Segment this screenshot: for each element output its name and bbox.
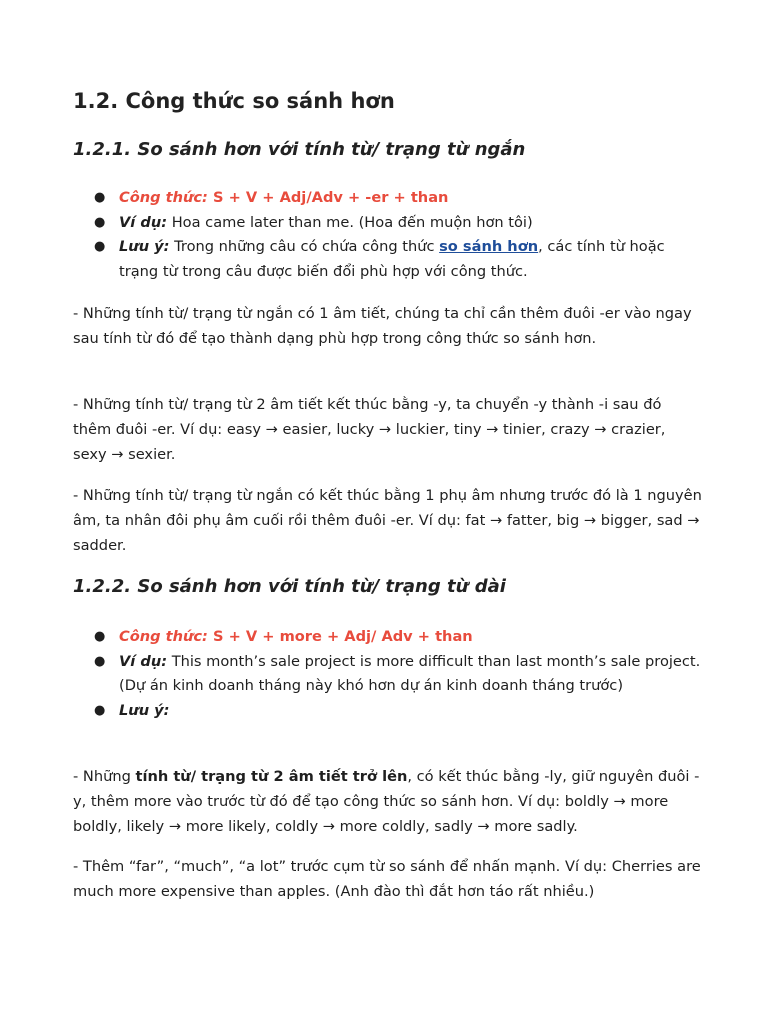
bullet-icon: ● (94, 629, 106, 644)
formula-text: Công thức: S + V + more + Adj/ Adv + than (119, 628, 473, 645)
bullet-icon: ● (94, 702, 106, 718)
list-item (73, 625, 703, 650)
subsection-title-long: 1.2.2. So sánh hơn với tính từ/ trạng từ dài (73, 576, 506, 597)
bold-phrase: tính từ/ trạng từ 2 âm tiết trở lên (135, 768, 408, 785)
note-text-cont: , các tính từ hoặc trạng từ trong câu được biến đổi phù hợp với công thức. (119, 238, 665, 280)
so-sanh-hon-link[interactable]: so sánh hơn (439, 238, 539, 256)
example-label: Ví dụ: (119, 213, 168, 231)
bullet-icon: ● (94, 190, 106, 205)
bullet-icon: ● (94, 239, 106, 255)
note-label: Lưu ý: (119, 701, 170, 719)
subsection-title-short: 1.2.1. So sánh hơn với tính từ/ trạng từ ngắn (73, 139, 526, 160)
example-text: Hoa came later than me. (Hoa đến muộn hơn tôi) (167, 213, 533, 231)
bullet-icon: ● (94, 214, 106, 230)
bullet-icon: ● (94, 653, 106, 669)
long-adj-bullet-list (73, 625, 703, 723)
paragraph: - Những tính từ/ trạng từ ngắn có 1 âm tiết, chúng ta chỉ cần thêm đuôi -er vào ngay sau tính từ đó để tạo thành dạng phù hợp trong công thức so sánh hơn. (73, 305, 692, 347)
example-label: Ví dụ: (119, 652, 168, 670)
paragraph: - Những tính từ/ trạng từ ngắn có kết thúc bằng 1 phụ âm nhưng trước đó là 1 nguyên âm, ta nhân đôi phụ âm cuối rồi thêm đuôi -er. Ví dụ: fat → fatter, big → bigger, sad → sadder. (73, 487, 702, 554)
paragraph: - Thêm “far”, “much”, “a lot” trước cụm từ so sánh để nhấn mạnh. Ví dụ: Cherries are much more expensive than apples. (Anh đào thì đắt hơn táo rất nhiều.) (73, 858, 701, 900)
paragraph: - Những tính từ/ trạng từ 2 âm tiết kết thúc bằng -y, ta chuyển -y thành -i sau đó thêm đuôi -er. Ví dụ: easy → easier, lucky → luckier, tiny → tinier, crazy → crazier, sexy → sexier. (73, 396, 666, 463)
list-item (73, 650, 703, 699)
list-item (73, 186, 703, 211)
list-item (73, 211, 703, 236)
list-item (73, 699, 703, 724)
formula-text: Công thức: S + V + Adj/Adv + -er + than (119, 189, 449, 206)
list-item (73, 235, 703, 284)
paragraph: - Những tính từ/ trạng từ 2 âm tiết trở lên, có kết thúc bằng -ly, giữ nguyên đuôi -y, thêm more vào trước từ đó để tạo công thức so sánh hơn. Ví dụ: boldly → more boldly, likely → more likely, coldly → more coldly, sadly → more sadly. (73, 768, 700, 835)
short-adj-bullet-list (73, 186, 703, 284)
section-title: 1.2. Công thức so sánh hơn (73, 89, 395, 113)
note-text: Trong những câu có chứa công thức (169, 238, 440, 256)
example-text: This month’s sale project is more difficult than last month’s sale project. (Dự án kinh doanh tháng này khó hơn dự án kinh doanh tháng trước) (119, 652, 701, 695)
note-label: Lưu ý: (119, 238, 170, 256)
